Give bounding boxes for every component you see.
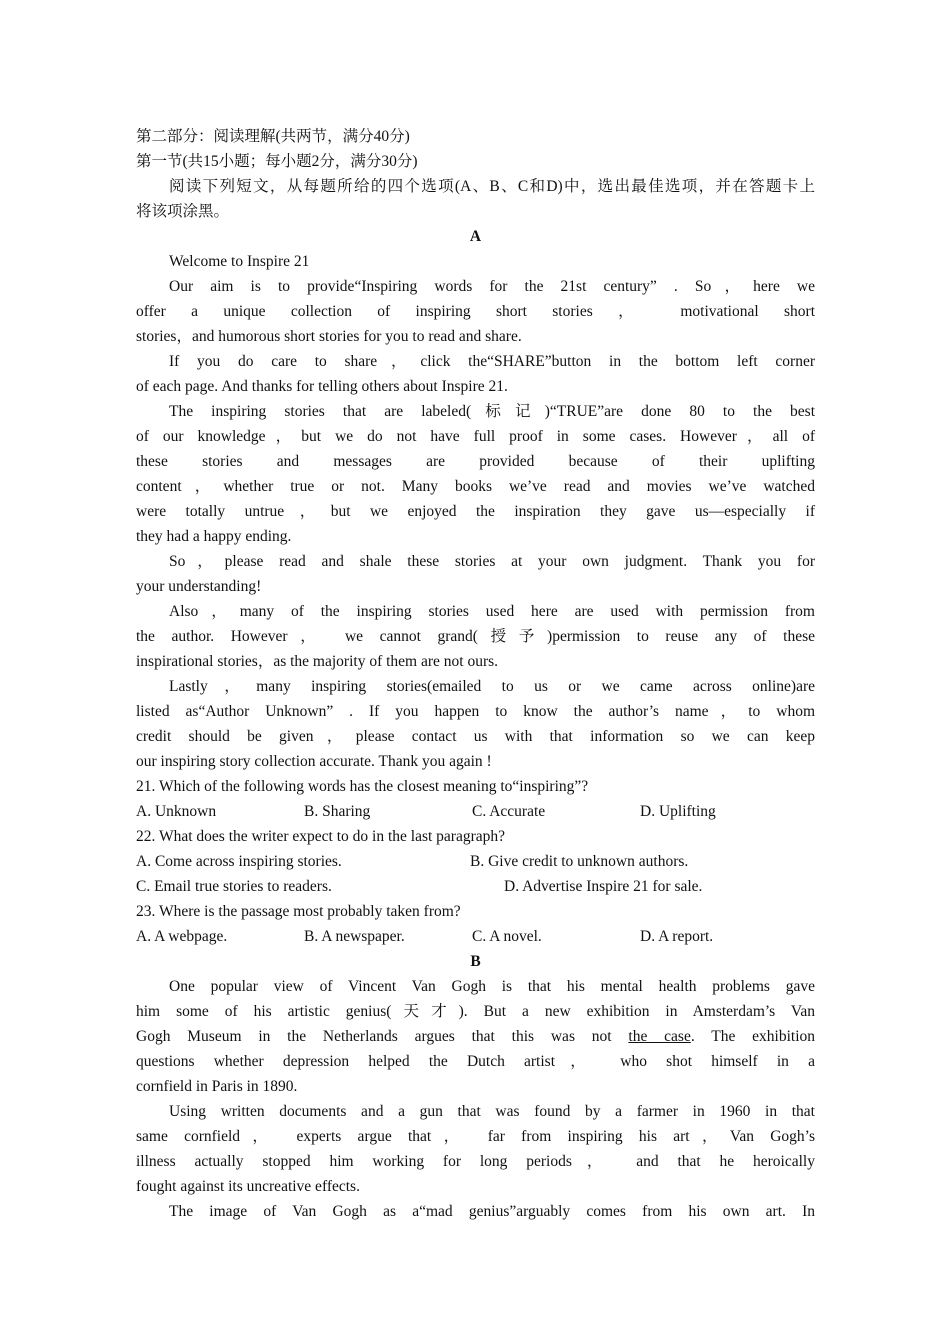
option-a: A. A webpage. bbox=[136, 928, 228, 945]
question-22-options-ab bbox=[136, 849, 815, 874]
passage-line: Using written documents and a gun that was found by a farmer in 1960 in that bbox=[169, 1103, 815, 1120]
option-b: B. Sharing bbox=[304, 803, 371, 820]
text-segment: . The exhibition bbox=[690, 1028, 815, 1045]
instruction-line-2: 将该项涂黑。 bbox=[136, 203, 230, 220]
passage-line: One popular view of Vincent Van Gogh is that his mental health problems gave bbox=[169, 978, 815, 995]
option-a: A. Come across inspiring stories. bbox=[136, 853, 342, 870]
passage-line: If you do care to share，click the“SHARE”button in the bottom left corner bbox=[169, 353, 815, 370]
passage-line: The inspiring stories that are labeled(标记)“TRUE”are done 80 to the best bbox=[169, 403, 815, 420]
passage-line: So，please read and shale these stories at your own judgment. Thank you for bbox=[169, 553, 815, 570]
passage-b-label: B bbox=[470, 953, 481, 970]
option-a: A. Unknown bbox=[136, 803, 217, 820]
passage-line: Lastly，many inspiring stories(emailed to us or we came across online)are bbox=[169, 678, 815, 695]
section-heading: 第一节(共15小题；每小题2分，满分30分) bbox=[136, 153, 418, 170]
option-c: C. A novel. bbox=[472, 928, 542, 945]
exam-page bbox=[136, 124, 815, 1224]
passage-line-with-underline bbox=[136, 1024, 815, 1049]
passage-line: offer a unique collection of inspiring short stories ， motivational short bbox=[136, 303, 815, 320]
underlined-phrase: the case bbox=[628, 1028, 691, 1045]
option-c: C. Accurate bbox=[472, 803, 546, 820]
passage-line: stories，and humorous short stories for you to read and share. bbox=[136, 328, 522, 345]
passage-line: Our aim is to provide“Inspiring words for the 21st century” . So，here we bbox=[169, 278, 815, 295]
question-23: 23. Where is the passage most probably taken from? bbox=[136, 903, 461, 920]
passage-line: your understanding! bbox=[136, 578, 262, 595]
option-d: D. Uplifting bbox=[640, 803, 716, 820]
passage-line: him some of his artistic genius(天才). But a new exhibition in Amsterdam’s Van bbox=[136, 1003, 815, 1020]
passage-line: content，whether true or not. Many books we’ve read and movies we’ve watched bbox=[136, 478, 815, 495]
option-d: D. Advertise Inspire 21 for sale. bbox=[504, 878, 703, 895]
option-b: B. A newspaper. bbox=[304, 928, 405, 945]
passage-line: illness actually stopped him working for long periods， and that he heroically bbox=[136, 1153, 815, 1170]
option-c: C. Email true stories to readers. bbox=[136, 878, 332, 895]
passage-line: of each page. And thanks for telling others about Inspire 21. bbox=[136, 378, 508, 395]
passage-line: fought against its uncreative effects. bbox=[136, 1178, 360, 1195]
passage-line: our inspiring story collection accurate. Thank you again ! bbox=[136, 753, 492, 770]
passage-line: of our knowledge，but we do not have full proof in some cases. However，all of bbox=[136, 428, 815, 445]
question-22: 22. What does the writer expect to do in the last paragraph? bbox=[136, 828, 506, 845]
passage-line: credit should be given，please contact us with that information so we can keep bbox=[136, 728, 815, 745]
question-21: 21. Which of the following words has the closest meaning to“inspiring”? bbox=[136, 778, 589, 795]
passage-a-title: Welcome to Inspire 21 bbox=[169, 253, 310, 270]
passage-line: questions whether depression helped the Dutch artist， who shot himself in a bbox=[136, 1053, 815, 1070]
question-23-options bbox=[136, 924, 815, 949]
question-22-options-cd bbox=[136, 874, 815, 899]
passage-line: same cornfield， experts argue that， far from inspiring his art，Van Gogh’s bbox=[136, 1128, 815, 1145]
part-heading: 第二部分：阅读理解(共两节，满分40分) bbox=[136, 128, 410, 145]
text-segment: Gogh Museum in the Netherlands argues that this was not bbox=[136, 1028, 612, 1045]
instruction-line-1: 阅读下列短文，从每题所给的四个选项(A、B、C和D)中，选出最佳选项，并在答题卡上 bbox=[169, 178, 815, 195]
passage-line: were totally untrue，but we enjoyed the inspiration they gave us—especially if bbox=[136, 503, 815, 520]
passage-line: these stories and messages are provided because of their uplifting bbox=[136, 453, 815, 470]
passage-line: they had a happy ending. bbox=[136, 528, 292, 545]
option-d: D. A report. bbox=[640, 928, 714, 945]
option-b: B. Give credit to unknown authors. bbox=[470, 853, 689, 870]
question-21-options bbox=[136, 799, 815, 824]
passage-line: listed as“Author Unknown” . If you happen to know the author’s name，to whom bbox=[136, 703, 815, 720]
passage-line: cornfield in Paris in 1890. bbox=[136, 1078, 298, 1095]
passage-a-label: A bbox=[469, 228, 482, 245]
passage-line: Also，many of the inspiring stories used here are used with permission from bbox=[169, 603, 815, 620]
passage-line: inspirational stories，as the majority of them are not ours. bbox=[136, 653, 499, 670]
passage-line: The image of Van Gogh as a“mad genius”arguably comes from his own art. In bbox=[169, 1203, 815, 1220]
passage-line: the author. However， we cannot grand(授予)permission to reuse any of these bbox=[136, 628, 815, 645]
